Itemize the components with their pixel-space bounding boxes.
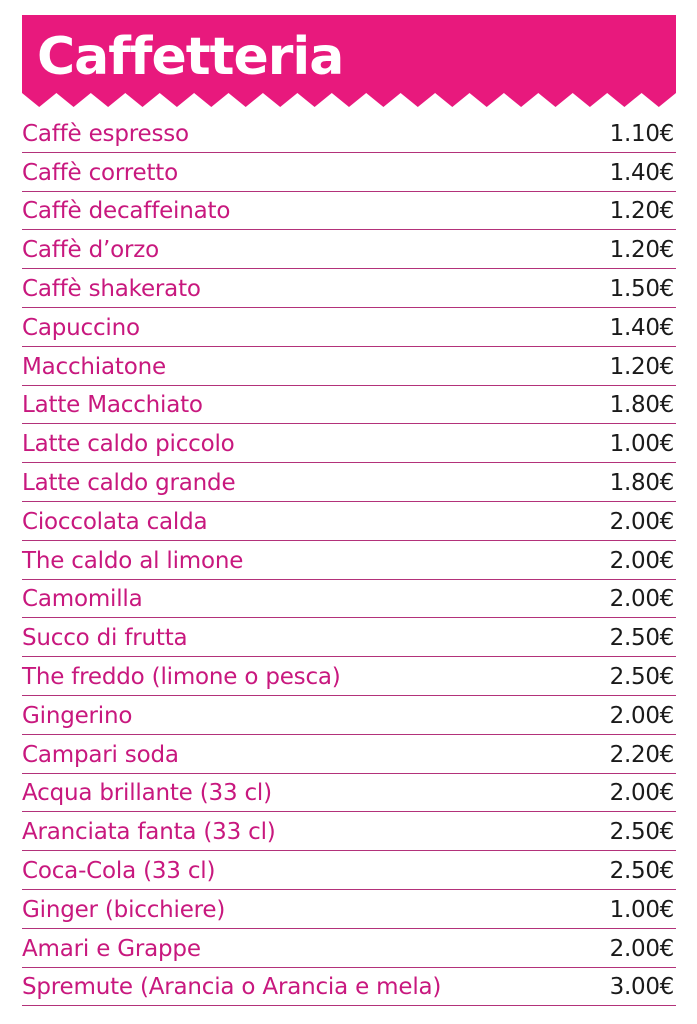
menu-item-row bbox=[22, 463, 676, 502]
menu-item-name: The freddo (limone o pesca) bbox=[22, 663, 341, 690]
menu-item-price: 1.20€ bbox=[609, 198, 674, 225]
menu-item-name: Latte Macchiato bbox=[22, 392, 203, 419]
menu-item-row bbox=[22, 153, 676, 192]
menu-item-row bbox=[22, 657, 676, 696]
menu-item-name: Caffè d’orzo bbox=[22, 237, 159, 264]
menu-item-price: 1.40€ bbox=[609, 159, 674, 186]
menu-item-row bbox=[22, 386, 676, 425]
menu-item-row bbox=[22, 502, 676, 541]
menu-item-price: 1.20€ bbox=[609, 237, 674, 264]
menu-item-row bbox=[22, 696, 676, 735]
menu-item-price: 2.50€ bbox=[609, 625, 674, 652]
menu-item-name: Caffè shakerato bbox=[22, 275, 201, 302]
menu-item-row bbox=[22, 308, 676, 347]
menu-item-price: 2.20€ bbox=[609, 741, 674, 768]
menu-item-price: 2.50€ bbox=[609, 663, 674, 690]
menu-item-row bbox=[22, 192, 676, 231]
menu-item-row bbox=[22, 735, 676, 774]
menu-item-name: Campari soda bbox=[22, 741, 179, 768]
menu-item-price: 1.80€ bbox=[609, 469, 674, 496]
menu-item-name: Ginger (bicchiere) bbox=[22, 896, 226, 923]
menu-item-row bbox=[22, 269, 676, 308]
menu-list bbox=[22, 114, 676, 1006]
menu-item-price: 1.10€ bbox=[609, 120, 674, 147]
menu-item-price: 1.50€ bbox=[609, 275, 674, 302]
header-banner bbox=[22, 15, 676, 107]
menu-item-row bbox=[22, 580, 676, 619]
menu-item-price: 2.00€ bbox=[609, 586, 674, 613]
menu-item-name: Aranciata fanta (33 cl) bbox=[22, 819, 276, 846]
menu-item-name: Coca-Cola (33 cl) bbox=[22, 857, 216, 884]
menu-item-name: Latte caldo grande bbox=[22, 469, 236, 496]
menu-item-price: 1.00€ bbox=[609, 431, 674, 458]
menu-item-price: 1.80€ bbox=[609, 392, 674, 419]
menu-item-name: Latte caldo piccolo bbox=[22, 431, 235, 458]
menu-item-name: Caffè corretto bbox=[22, 159, 178, 186]
menu-item-name: The caldo al limone bbox=[22, 547, 244, 574]
menu-item-row bbox=[22, 968, 676, 1007]
menu-item-row bbox=[22, 618, 676, 657]
menu-item-row bbox=[22, 347, 676, 386]
menu-item-row bbox=[22, 541, 676, 580]
menu-item-name: Capuccino bbox=[22, 314, 140, 341]
menu-item-price: 2.00€ bbox=[609, 547, 674, 574]
menu-item-price: 2.00€ bbox=[609, 702, 674, 729]
menu-item-price: 1.00€ bbox=[609, 896, 674, 923]
menu-item-price: 3.00€ bbox=[609, 974, 674, 1001]
menu-item-price: 1.40€ bbox=[609, 314, 674, 341]
menu-item-price: 2.50€ bbox=[609, 857, 674, 884]
menu-item-name: Caffè decaffeinato bbox=[22, 198, 231, 225]
menu-item-name: Acqua brillante (33 cl) bbox=[22, 780, 272, 807]
menu-item-price: 2.50€ bbox=[609, 819, 674, 846]
menu-item-row bbox=[22, 812, 676, 851]
menu-item-name: Succo di frutta bbox=[22, 625, 188, 652]
menu-item-price: 1.20€ bbox=[609, 353, 674, 380]
menu-item-row bbox=[22, 890, 676, 929]
menu-item-row bbox=[22, 929, 676, 968]
menu-item-row bbox=[22, 424, 676, 463]
menu-item-name: Camomilla bbox=[22, 586, 143, 613]
menu-item-row bbox=[22, 114, 676, 153]
menu-item-name: Cioccolata calda bbox=[22, 508, 208, 535]
menu-item-name: Spremute (Arancia o Arancia e mela) bbox=[22, 974, 442, 1001]
menu-item-price: 2.00€ bbox=[609, 780, 674, 807]
menu-item-row bbox=[22, 774, 676, 813]
menu-item-row bbox=[22, 851, 676, 890]
page-title: Caffetteria bbox=[37, 27, 344, 87]
menu-item-row bbox=[22, 230, 676, 269]
menu-item-name: Gingerino bbox=[22, 702, 133, 729]
menu-item-name: Amari e Grappe bbox=[22, 935, 201, 962]
menu-item-price: 2.00€ bbox=[609, 508, 674, 535]
menu-item-name: Macchiatone bbox=[22, 353, 166, 380]
menu-item-price: 2.00€ bbox=[609, 935, 674, 962]
menu-item-name: Caffè espresso bbox=[22, 120, 189, 147]
